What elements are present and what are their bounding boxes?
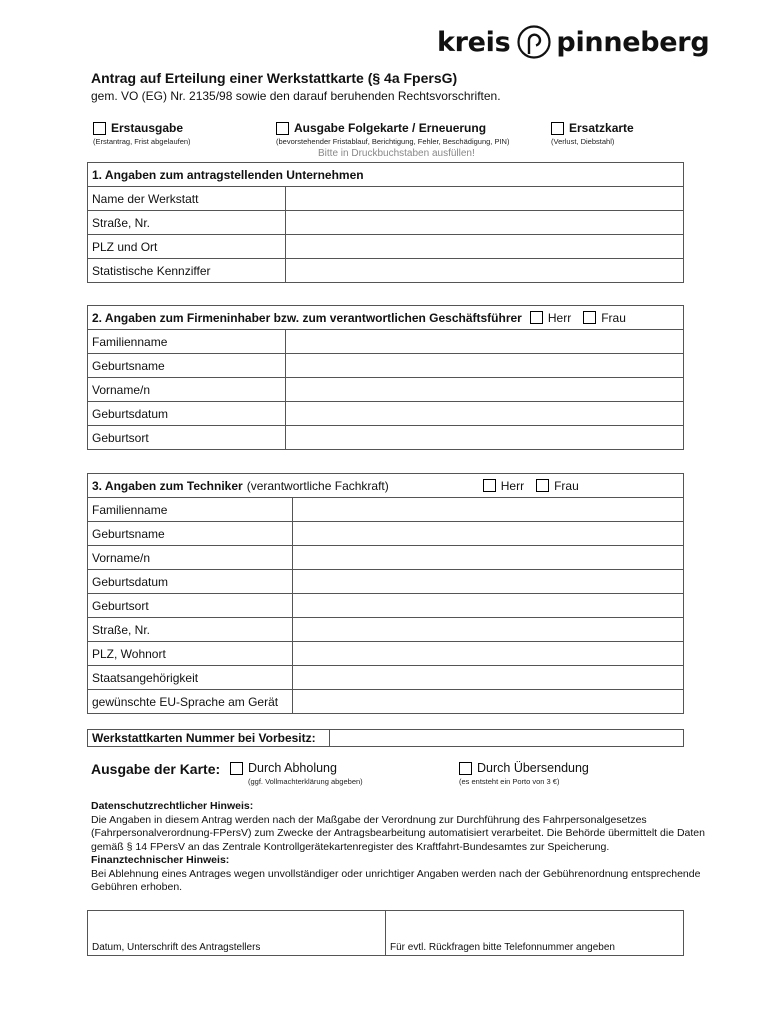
field-label: Vorname/n: [88, 378, 286, 402]
delivery-option-abholung[interactable]: [230, 761, 363, 786]
herr-label: Herr: [500, 478, 525, 493]
option-label: Ersatzkarte: [569, 121, 634, 135]
delivery-option-uebersendung[interactable]: [459, 761, 589, 786]
privacy-line: gemäß § 14 FPersV an das Zentrale Kontrollgerätekartenregister des Kraftfahrt-Bundesamtes zur Speicherung.: [91, 840, 610, 853]
section-2-header: [88, 306, 684, 330]
form-title: Antrag auf Erteilung einer Werkstattkarte (§ 4a FpersG): [91, 70, 458, 86]
signature-table: [87, 910, 684, 956]
option-label: Ausgabe Folgekarte / Erneuerung: [294, 121, 487, 135]
field-label: Geburtsname: [88, 522, 293, 546]
checkbox-erstausgabe[interactable]: [93, 122, 106, 135]
section-1-table: [87, 162, 684, 283]
section-3-title: 3. Angaben zum Techniker: [92, 478, 243, 493]
section-2-table: [87, 305, 684, 450]
field-label: Geburtsort: [88, 426, 286, 450]
checkbox-abholung[interactable]: [230, 762, 243, 775]
privacy-line: (Fahrpersonalverordnung-FPersV) zum Zwecke der Antragsbearbeitung automatisiert verarbeitet. Die Behörde übermittelt die Daten: [91, 827, 705, 839]
signature-label: Datum, Unterschrift des Antragstellers: [92, 942, 261, 953]
option-note: (Erstantrag, Frist abgelaufen): [93, 137, 191, 146]
checkbox-herr[interactable]: [483, 479, 496, 492]
frau-label: Frau: [554, 478, 579, 493]
notices: [91, 800, 731, 895]
input-plz-ort[interactable]: [286, 235, 684, 259]
field-label: gewünschte EU-Sprache am Gerät: [88, 690, 293, 714]
input-strasse[interactable]: [293, 618, 684, 642]
delivery-option-label: Durch Abholung: [248, 761, 337, 775]
section-2-title: 2. Angaben zum Firmeninhaber bzw. zum verantwortlichen Geschäftsführer: [92, 310, 522, 325]
input-familienname[interactable]: [286, 330, 684, 354]
option-note: (Verlust, Diebstahl): [551, 137, 615, 146]
input-geburtsdatum[interactable]: [286, 402, 684, 426]
finance-line: Gebühren erhoben.: [91, 881, 183, 893]
option-label: Erstausgabe: [111, 121, 184, 135]
input-werkstatt-name[interactable]: [286, 187, 684, 211]
input-geburtsort[interactable]: [286, 426, 684, 450]
logo-text-pinneberg: pinneberg: [556, 26, 710, 58]
field-label: Familienname: [88, 330, 286, 354]
privacy-line: Die Angaben in diesem Antrag werden nach der Maßgabe der Verordnung zur Durchführung des Fahrpersonalgesetzes: [91, 813, 647, 826]
checkbox-ersatzkarte[interactable]: [551, 122, 564, 135]
privacy-title: Datenschutzrechtlicher Hinweis:: [91, 800, 254, 812]
field-label: Geburtsdatum: [88, 570, 293, 594]
field-label: Geburtsname: [88, 354, 286, 378]
input-vorname[interactable]: [293, 546, 684, 570]
field-label: Name der Werkstatt: [88, 187, 286, 211]
field-label: PLZ und Ort: [88, 235, 286, 259]
field-label: Straße, Nr.: [88, 211, 286, 235]
field-label: Straße, Nr.: [88, 618, 293, 642]
field-label: Statistische Kennziffer: [88, 259, 286, 283]
delivery-option-note: (ggf. Vollmachterklärung abgeben): [248, 777, 363, 786]
finance-line: Bei Ablehnung eines Antrages wegen unvollständiger oder unrichtiger Angaben werden nach der Gebührenordnung entsprechende: [91, 867, 701, 880]
delivery-option-label: Durch Übersendung: [477, 761, 589, 775]
logo-text-kreis: kreis: [437, 26, 511, 58]
option-note: (bevorstehender Fristablauf, Berichtigung, Fehler, Beschädigung, PIN): [276, 137, 510, 146]
card-number-table: [87, 729, 684, 747]
option-erstausgabe[interactable]: [93, 121, 191, 146]
finance-title: Finanztechnischer Hinweis:: [91, 854, 230, 866]
logo-mark-icon: [516, 24, 552, 60]
phone-field[interactable]: [386, 911, 684, 956]
field-label: Familienname: [88, 498, 293, 522]
checkbox-herr[interactable]: [530, 311, 543, 324]
field-label: Geburtsort: [88, 594, 293, 618]
herr-label: Herr: [547, 310, 572, 325]
frau-label: Frau: [601, 310, 626, 325]
input-geburtsdatum[interactable]: [293, 570, 684, 594]
checkbox-folgekarte[interactable]: [276, 122, 289, 135]
signature-field[interactable]: [88, 911, 386, 956]
checkbox-frau[interactable]: [536, 479, 549, 492]
field-label: Geburtsdatum: [88, 402, 286, 426]
section-3-header: [88, 474, 684, 498]
input-kennziffer[interactable]: [286, 259, 684, 283]
field-label: PLZ, Wohnort: [88, 642, 293, 666]
input-geburtsname[interactable]: [293, 522, 684, 546]
input-geburtsname[interactable]: [286, 354, 684, 378]
delivery-option-note: (es entsteht ein Porto von 3 €): [459, 777, 560, 786]
field-label: Staatsangehörigkeit: [88, 666, 293, 690]
input-familienname[interactable]: [293, 498, 684, 522]
input-staatsangehoerigkeit[interactable]: [293, 666, 684, 690]
form-subtitle: gem. VO (EG) Nr. 2135/98 sowie den darauf beruhenden Rechtsvorschriften.: [91, 89, 501, 103]
input-vorname[interactable]: [286, 378, 684, 402]
section-3-title-suffix: (verantwortliche Fachkraft): [246, 478, 389, 493]
phone-label: Für evtl. Rückfragen bitte Telefonnummer angeben: [390, 942, 615, 953]
input-geburtsort[interactable]: [293, 594, 684, 618]
card-number-label: Werkstattkarten Nummer bei Vorbesitz:: [88, 730, 330, 747]
input-eu-sprache[interactable]: [293, 690, 684, 714]
kreis-pinneberg-logo: [437, 22, 709, 62]
option-folgekarte[interactable]: [276, 121, 509, 146]
input-strasse[interactable]: [286, 211, 684, 235]
field-label: Vorname/n: [88, 546, 293, 570]
input-plz-wohnort[interactable]: [293, 642, 684, 666]
checkbox-uebersendung[interactable]: [459, 762, 472, 775]
delivery-label: Ausgabe der Karte:: [91, 761, 221, 777]
section-3-table: [87, 473, 684, 714]
section-1-title: 1. Angaben zum antragstellenden Unternehmen: [88, 163, 684, 187]
print-hint: Bitte in Druckbuchstaben ausfüllen!: [318, 148, 475, 159]
option-ersatzkarte[interactable]: [551, 121, 634, 146]
input-card-number[interactable]: [330, 730, 684, 747]
checkbox-frau[interactable]: [583, 311, 596, 324]
